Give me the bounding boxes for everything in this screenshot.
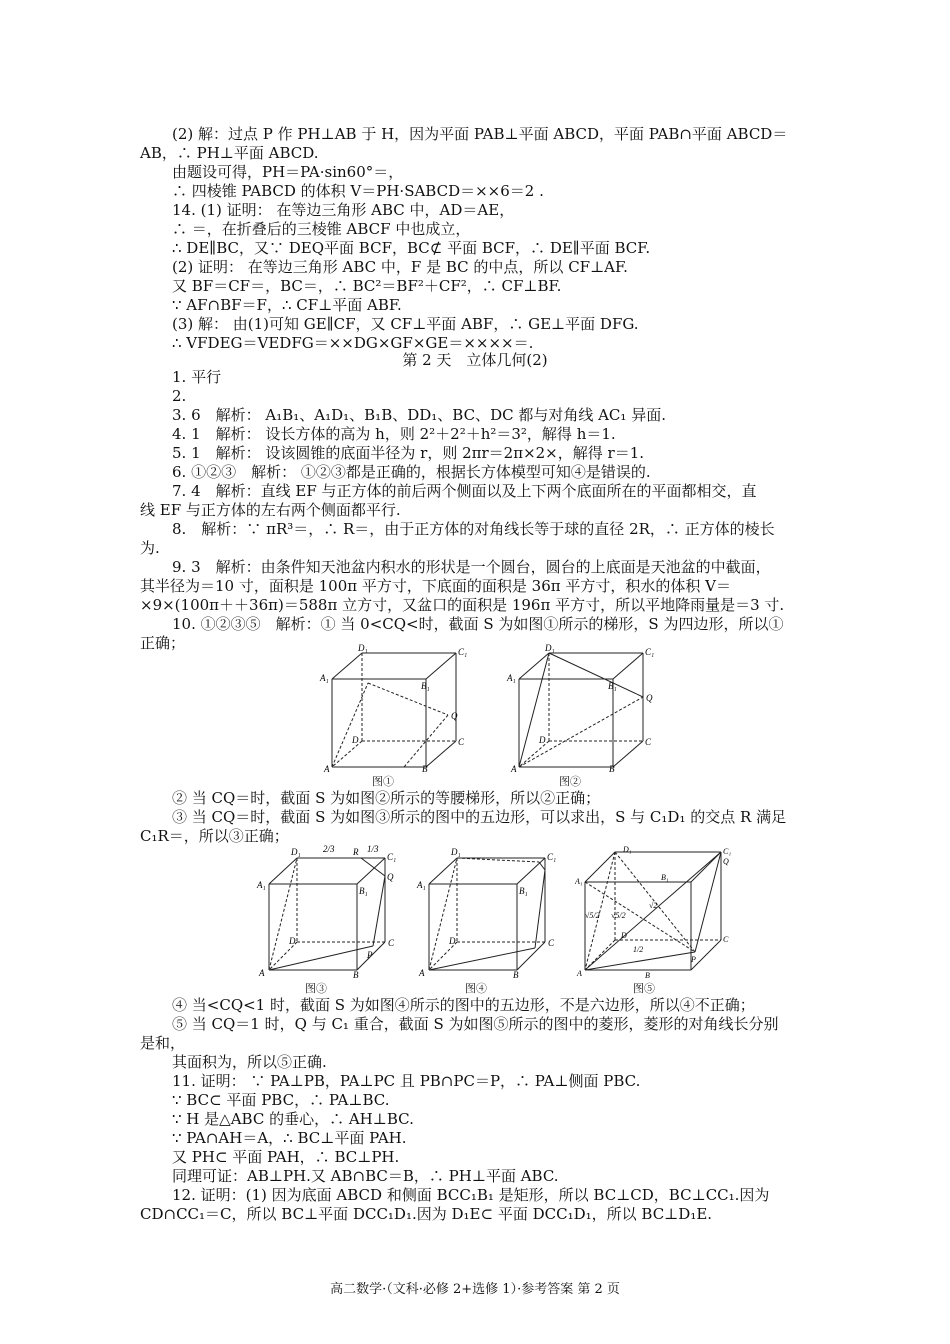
figure-5 <box>575 842 745 995</box>
svg-text:Q: Q <box>723 857 729 866</box>
svg-text:2/3: 2/3 <box>323 844 335 854</box>
figure-4 <box>415 842 565 995</box>
svg-text:C: C <box>388 938 395 948</box>
text-line: 6. ①②③ 解析： ①②③都是正确的，根据长方体模型可知④是错误的. <box>172 463 651 481</box>
svg-text:√2: √2 <box>649 901 658 910</box>
svg-text:A: A <box>259 968 265 978</box>
svg-text:C: C <box>723 935 729 944</box>
figure-3 <box>255 842 405 995</box>
cube-diagram-1 <box>318 643 478 773</box>
svg-text:P: P <box>691 955 696 964</box>
text-line: 线 EF 与正方体的左右两个侧面都平行. <box>140 501 401 519</box>
figure-caption-3: 图③ <box>305 982 327 995</box>
text-line: ∵ AF∩BF＝F，∴ CF⊥平面 ABF. <box>172 296 402 314</box>
figure-caption-5: 图⑤ <box>633 982 655 995</box>
svg-text:A: A <box>511 764 517 773</box>
svg-text:C₁: C₁ <box>387 852 397 862</box>
svg-text:D: D <box>352 735 359 745</box>
text-line: 又 PH⊂ 平面 PAH，∴ BC⊥PH. <box>172 1148 400 1166</box>
svg-text:A: A <box>419 968 425 978</box>
svg-text:B: B <box>645 971 650 980</box>
svg-text:A₁: A₁ <box>575 877 583 886</box>
svg-text:C: C <box>458 737 465 747</box>
cube-diagram-4 <box>415 842 565 980</box>
text-line: ② 当 CQ＝时，截面 S 为如图②所示的等腰梯形，所以②正确； <box>172 789 601 807</box>
svg-text:C₁: C₁ <box>458 647 468 657</box>
text-line: 7. 4 解析：直线 EF 与正方体的前后两个侧面以及上下两个底面所在的平面都相交，直 <box>172 482 757 500</box>
svg-text:1/3: 1/3 <box>367 844 379 854</box>
text-line: ③ 当 CQ＝时，截面 S 为如图③所示的图中的五边形，可以求出，S 与 C₁D₁ 的交点 R 满足 <box>172 808 787 826</box>
text-line: (2) 解：过点 P 作 PH⊥AB 于 H，因为平面 PAB⊥平面 ABCD，平面 PAB∩平面 ABCD＝ <box>172 125 788 143</box>
text-line: 10. ①②③⑤ 解析：① 当 0<CQ<时，截面 S 为如图①所示的梯形，S 为四边形，所以① <box>172 615 784 633</box>
svg-text:D₁: D₁ <box>623 845 632 854</box>
svg-text:P: P <box>367 950 373 960</box>
text-line: 其面积为，所以⑤正确. <box>172 1053 327 1071</box>
text-line: 4. 1 解析： 设长方体的高为 h，则 2²＋2²＋h²＝3²，解得 h＝1. <box>172 425 616 443</box>
svg-text:A₁: A₁ <box>507 673 516 683</box>
figure-caption-2: 图② <box>559 775 581 788</box>
text-line: ∴ 四棱锥 PABCD 的体积 V＝PH·SABCD＝××6＝2 . <box>172 182 544 200</box>
section-title: 第 2 天 立体几何(2) <box>402 351 548 369</box>
svg-text:A₁: A₁ <box>417 880 426 890</box>
text-line: 9. 3 解析：由条件知天池盆内积水的形状是一个圆台，圆台的上底面是天池盆的中截面， <box>172 558 771 576</box>
cube-diagram-5 <box>575 842 745 980</box>
text-line: ∵ H 是△ABC 的垂心，∴ AH⊥BC. <box>172 1110 414 1128</box>
text-line: 其半径为＝10 寸，面积是 100π 平方寸，下底面的面积是 36π 平方寸，积水的体积 V＝ <box>140 577 731 595</box>
text-line: ×9×(100π＋＋36π)＝588π 立方寸，又盆口的面积是 196π 平方寸，所以平地降雨量是＝3 寸. <box>140 596 785 614</box>
text-line: CD∩CC₁＝C，所以 BC⊥平面 DCC₁D₁.因为 D₁E⊂ 平面 DCC₁D₁，所以 BC⊥D₁E. <box>140 1205 713 1223</box>
text-line: 12. 证明：(1) 因为底面 ABCD 和侧面 BCC₁B₁ 是矩形，所以 BC⊥CD，BC⊥CC₁.因为 <box>172 1186 770 1204</box>
svg-text:B: B <box>422 764 428 773</box>
svg-text:C: C <box>548 938 555 948</box>
figure-caption-1: 图① <box>372 775 394 788</box>
text-line: 由题设可得，PH＝PA·sin60°＝， <box>172 163 404 181</box>
text-line: 1. 平行 <box>172 368 222 386</box>
svg-text:√5/2: √5/2 <box>585 911 600 920</box>
text-line: ∴ VFDEG＝VEDFG＝××DG×GF×GE＝××××＝. <box>172 334 534 352</box>
text-line: C₁R＝，所以③正确； <box>140 827 289 845</box>
svg-text:B₁: B₁ <box>359 886 368 896</box>
svg-text:B₁: B₁ <box>421 681 430 691</box>
svg-text:B₁: B₁ <box>608 681 617 691</box>
text-line: ∵ PA∩AH＝A，∴ BC⊥平面 PAH. <box>172 1129 407 1147</box>
text-line: 8. 解析：∵ πR³＝，∴ R＝，由于正方体的对角线长等于球的直径 2R，∴ 正方体的棱长 <box>172 520 775 538</box>
svg-text:C₁: C₁ <box>723 847 732 856</box>
svg-text:A: A <box>577 969 582 978</box>
svg-text:D: D <box>289 936 296 946</box>
text-line: (2) 证明： 在等边三角形 ABC 中，F 是 BC 的中点，所以 CF⊥AF. <box>172 258 628 276</box>
text-line: ∴ ＝，在折叠后的三棱锥 ABCF 中也成立， <box>172 220 471 238</box>
text-line: ⑤ 当 CQ＝1 时，Q 与 C₁ 重合，截面 S 为如图⑤所示的图中的菱形，菱形的对角线长分别 <box>172 1015 779 1033</box>
text-line: 为. <box>140 539 160 557</box>
svg-text:Q: Q <box>451 711 458 721</box>
text-line: ∵ BC⊂ 平面 PBC，∴ PA⊥BC. <box>172 1091 390 1109</box>
page-footer: 高二数学·（文科·必修 2+选修 1）·参考答案 第 2 页 <box>330 1282 620 1297</box>
text-line: 又 BF＝CF＝，BC＝，∴ BC²＝BF²＋CF²，∴ CF⊥BF. <box>172 277 562 295</box>
svg-text:B: B <box>513 970 519 980</box>
svg-text:B: B <box>353 970 359 980</box>
svg-text:R: R <box>353 847 359 857</box>
svg-text:D: D <box>449 936 456 946</box>
svg-text:D₁: D₁ <box>358 643 368 653</box>
svg-text:D₁: D₁ <box>291 847 301 857</box>
svg-text:√5/2: √5/2 <box>611 911 626 920</box>
svg-text:B₁: B₁ <box>519 886 528 896</box>
cube-diagram-2 <box>505 643 665 773</box>
svg-text:B₁: B₁ <box>661 873 669 882</box>
svg-text:A: A <box>324 764 330 773</box>
svg-text:Q: Q <box>646 693 653 703</box>
svg-text:D₁: D₁ <box>545 643 555 653</box>
svg-text:1/2: 1/2 <box>633 945 644 954</box>
text-line: 5. 1 解析： 设该圆锥的底面半径为 r，则 2πr＝2π×2×，解得 r＝1. <box>172 444 645 462</box>
text-line: 11. 证明： ∵ PA⊥PB，PA⊥PC 且 PB∩PC＝P，∴ PA⊥侧面 PBC. <box>172 1072 641 1090</box>
figure-2 <box>505 643 665 788</box>
figure-caption-4: 图④ <box>465 982 487 995</box>
text-line: 同理可证：AB⊥PH.又 AB∩BC＝B，∴ PH⊥平面 ABC. <box>172 1167 559 1185</box>
text-line: 14. (1) 证明： 在等边三角形 ABC 中，AD＝AE， <box>172 201 515 219</box>
text-line: ∴ DE∥BC，又∵ DEQ平面 BCF，BC⊄ 平面 BCF，∴ DE∥平面 BCF. <box>172 239 651 257</box>
svg-text:A₁: A₁ <box>320 673 329 683</box>
svg-text:A₁: A₁ <box>257 880 266 890</box>
text-line: 2. <box>172 387 187 405</box>
text-line: 是和， <box>140 1034 186 1052</box>
svg-text:D₁: D₁ <box>451 847 461 857</box>
svg-text:C₁: C₁ <box>547 852 557 862</box>
svg-text:Q: Q <box>387 872 394 882</box>
text-line: 3. 6 解析： A₁B₁、A₁D₁、B₁B、DD₁、BC、DC 都与对角线 AC₁ 异面. <box>172 406 666 424</box>
svg-text:B: B <box>609 764 615 773</box>
text-line: (3) 解： 由(1)可知 GE∥CF，又 CF⊥平面 ABF，∴ GE⊥平面 DFG. <box>172 315 639 333</box>
text-line: ④ 当<CQ<1 时，截面 S 为如图④所示的图中的五边形，不是六边形，所以④不正确； <box>172 996 755 1014</box>
svg-text:D: D <box>539 735 546 745</box>
text-line: 正确； <box>140 634 186 652</box>
figure-1 <box>318 643 478 788</box>
svg-text:C: C <box>645 737 652 747</box>
svg-text:C₁: C₁ <box>645 647 655 657</box>
svg-text:D: D <box>621 931 627 940</box>
cube-diagram-3 <box>255 842 405 980</box>
text-line: AB，∴ PH⊥平面 ABCD. <box>140 144 319 162</box>
